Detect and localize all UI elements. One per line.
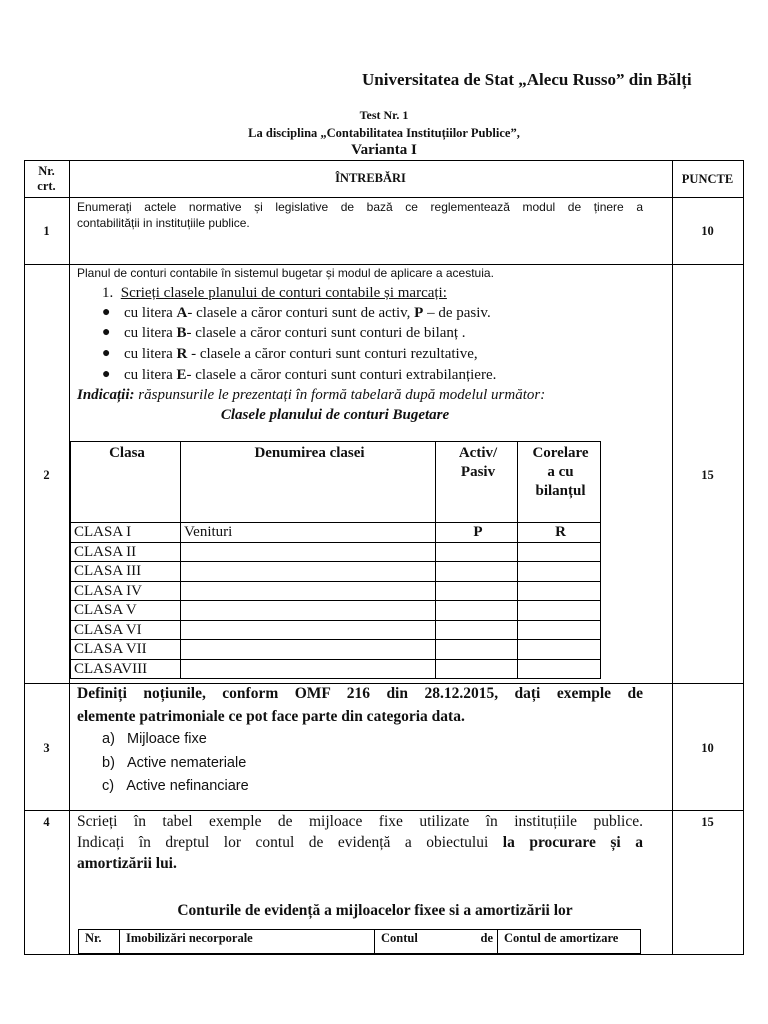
- nr-header: Nr. crt.: [37, 164, 56, 193]
- q4-number: 4: [43, 815, 50, 829]
- table-row: CLASA III: [71, 562, 601, 582]
- table-row: CLASA VI: [71, 620, 601, 640]
- fixed-assets-header: [79, 930, 641, 954]
- table-row: CLASA V: [71, 601, 601, 621]
- table-row: CLASAVIII: [71, 659, 601, 679]
- q2-intro: Planul de conturi contabile în sistemul bugetar și modul de aplicare a acestuia.: [77, 266, 494, 280]
- col-clasa: Clasa: [71, 442, 181, 523]
- q3-line1: Definiți noțiunile, conform OMF 216 din 28.12.2015, dați exemple de: [77, 685, 643, 702]
- q1-number: 1: [43, 224, 50, 238]
- q4-line2: Indicați în dreptul lor contul de evidență a obiectului la procurare și a: [77, 834, 643, 851]
- col-activ-pasiv: Activ/ Pasiv: [436, 442, 518, 523]
- table-row: CLASA II: [71, 542, 601, 562]
- col-corelare: Corelare a cu bilanțul: [518, 442, 601, 523]
- discipline-title: La disciplina „Contabilitatea Instituțiilor Publice”,: [248, 126, 520, 140]
- table-row: CLASA IV: [71, 581, 601, 601]
- classes-table: [70, 441, 601, 679]
- variant-title: Varianta I: [351, 142, 417, 158]
- q3-item: b) Active nemateriale: [102, 755, 247, 771]
- col-contul-de: Contul de: [375, 930, 498, 954]
- q2-indication: Indicații: răspunsurile le prezentați în formă tabelară după modelul următor:: [77, 387, 546, 403]
- q4-points: 15: [701, 815, 714, 829]
- q1-points: 10: [701, 224, 714, 238]
- table-row: CLASA VII: [71, 640, 601, 660]
- q1-line2: contabilității in instituțiile publice.: [77, 216, 250, 230]
- q4-line1: Scrieți în tabel exemple de mijloace fixe utilizate în instituțiile publice.: [77, 813, 643, 830]
- test-number: Test Nr. 1: [359, 108, 409, 122]
- col-imobilizari: Imobilizări necorporale: [120, 930, 375, 954]
- classes-table-header: [71, 442, 601, 523]
- questions-header: ÎNTREBĂRI: [335, 171, 406, 185]
- col-amortizare: Contul de amortizare: [498, 930, 641, 954]
- q1-line1: Enumerați actele normative și legislative de bază ce reglementează modul de ținere a: [77, 200, 643, 214]
- q3-line2: elemente patrimoniale ce pot face parte din categoria data.: [77, 708, 465, 725]
- q3-item: c) Active nefinanciare: [102, 778, 249, 794]
- q2-item1: 1. Scrieți clasele planului de conturi contabile și marcați:: [102, 285, 447, 301]
- col-nr: Nr.: [79, 930, 120, 954]
- university-name: Universitatea de Stat „Alecu Russo” din Bălți: [362, 70, 692, 89]
- q3-item: a) Mijloace fixe: [102, 731, 207, 747]
- q3-points: 10: [701, 741, 714, 755]
- q2-points: 15: [701, 468, 714, 482]
- q4-table-title: Conturile de evidență a mijloacelor fixee si a amortizării lor: [177, 902, 573, 919]
- q4-line3: amortizării lui.: [77, 855, 177, 872]
- q2-table-title: Clasele planului de conturi Bugetare: [220, 407, 450, 423]
- table-row: CLASA I Venituri P R: [71, 523, 601, 543]
- q3-number: 3: [43, 741, 50, 755]
- q2-number: 2: [43, 468, 50, 482]
- fixed-assets-table: [78, 929, 641, 954]
- col-denumire: Denumirea clasei: [181, 442, 436, 523]
- points-header: PUNCTE: [681, 172, 734, 186]
